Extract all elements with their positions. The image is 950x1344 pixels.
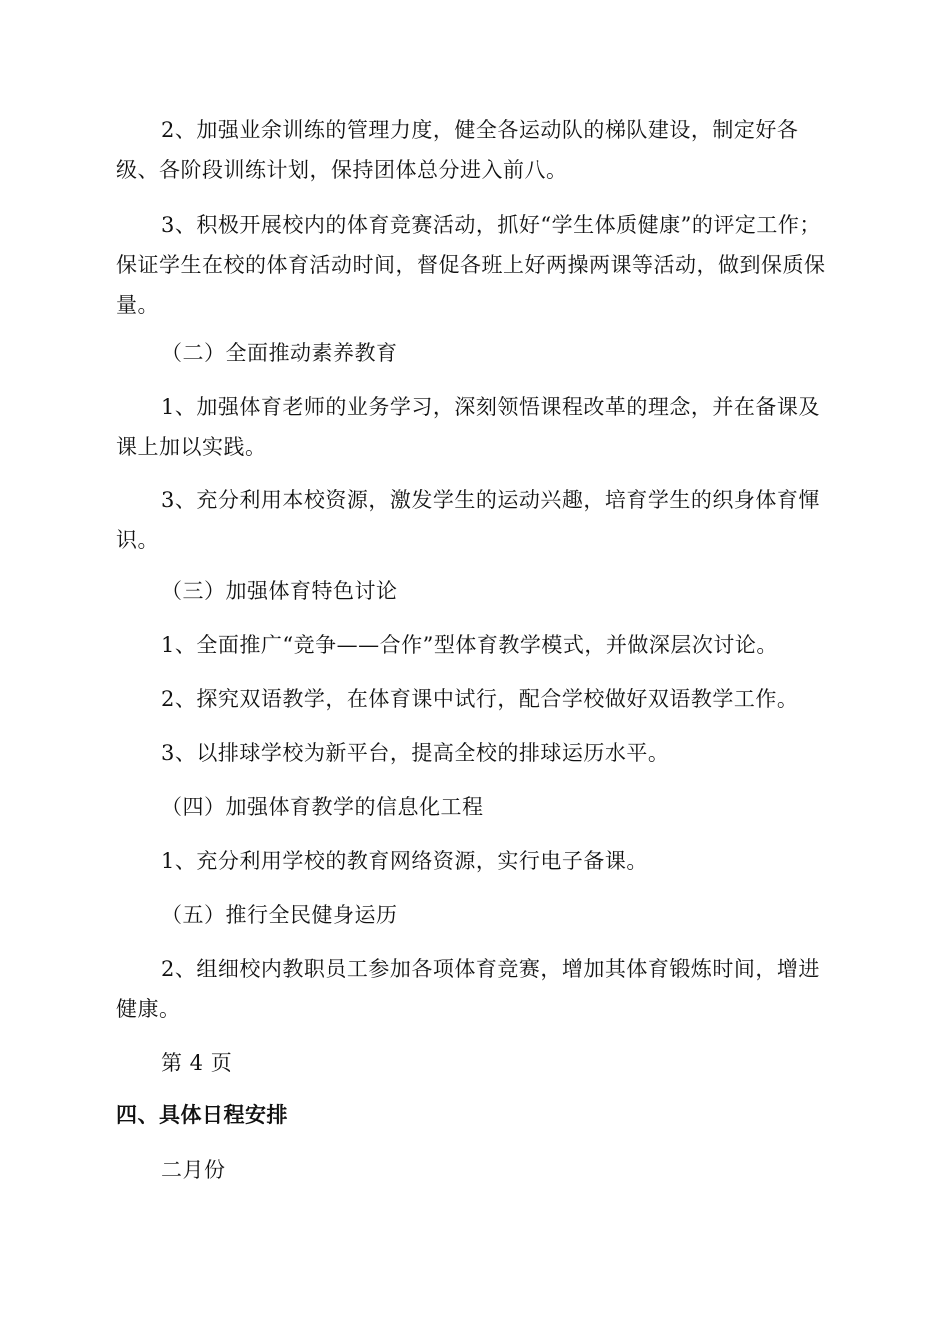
section-heading-3: （三）加强体育特色讨论 (161, 579, 398, 603)
paragraph-resources: 3、充分利用本校资源，激发学生的运动兴趣，培育学生的织身体育惲识。 (116, 488, 820, 552)
section-heading-4: （四）加强体育教学的信息化工程 (161, 795, 484, 819)
paragraph-volleyball: 3、以排球学校为新平台，提高全校的排球运历水平。 (161, 741, 670, 765)
paragraph-teacher-study: 1、加强体育老师的业务学习，深刻领悟课程改革的理念，并在备课及课上加以实践。 (116, 395, 820, 459)
section-heading-2: （二）全面推动素养教育 (161, 341, 398, 365)
paragraph-e-lesson: 1、充分利用学校的教育网络资源，实行电子备课。 (161, 849, 648, 873)
paragraph-bilingual: 2、探究双语教学，在体育课中试行，配合学校做好双语教学工作。 (161, 687, 799, 711)
page-number-marker: 第 4 页 (161, 1051, 233, 1075)
paragraph-training: 2、加强业余训练的管理力度，健全各运动队的梯队建设，制定好各级、各阶段训练计划，保持团体总分进入前八。 (116, 118, 799, 182)
month-label: 二月份 (161, 1158, 226, 1182)
heading-schedule: 四、具体日程安排 (116, 1103, 288, 1127)
section-heading-5: （五）推行全民健身运历 (161, 903, 398, 927)
paragraph-teaching-model: 1、全面推广“竞争——合作”型体育教学模式，并做深层次讨论。 (161, 633, 778, 657)
paragraph-competition: 3、积极开展校内的体育竞赛活动，抓好“学生体质健康”的评定工作；保证学生在校的体育活动时间，督促各班上好两操两课等活动，做到保质保量。 (116, 213, 826, 317)
paragraph-staff-sports: 2、组细校内教职员工参加各项体育竞赛，增加其体育锻炼时间，增进健康。 (116, 957, 820, 1021)
